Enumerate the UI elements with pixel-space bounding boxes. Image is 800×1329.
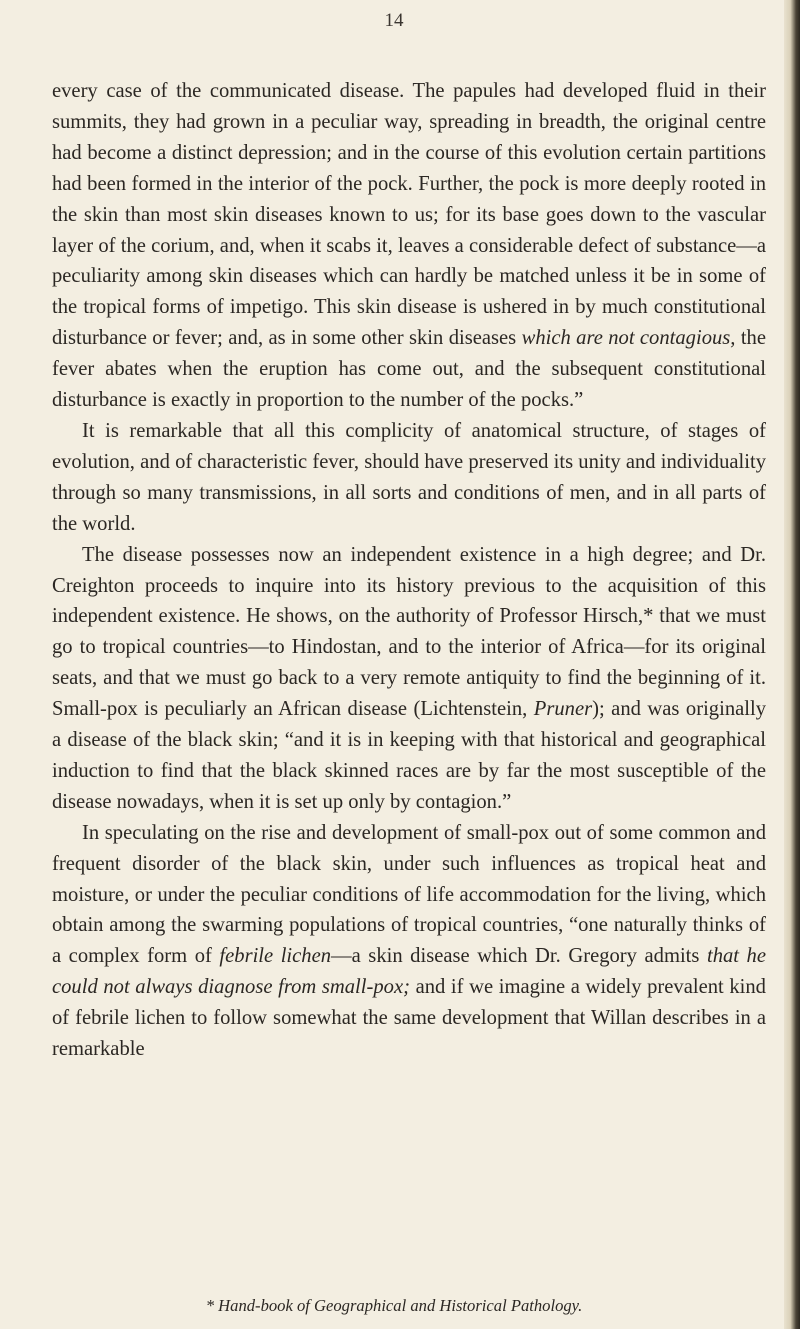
body-text xyxy=(52,76,766,1065)
paragraph-1-text-a: every case of the communicated disease. The papules had developed fluid in their summits, they had grown in a peculiar way, spreading in breadth, the original centre had become a distinct depression; and in the course of this evolution certain partitions had been formed in the interior of the pock. Further, the pock is more deeply rooted in the skin than most skin diseases known to us; for its base goes down to the vascular layer of the corium, and, when it scabs it, leaves a considerable defect of substance—a peculiarity among skin diseases which can hardly be matched unless it be in some of the tropical forms of impetigo. This skin disease is ushered in by much constitutional disturbance or fever; and, as in some other skin diseases xyxy=(52,80,766,350)
paragraph-4-text-c: and if we imagine a widely prevalent kind of febrile lichen to follow somewhat the same development that Willan describes in a remarkable xyxy=(52,976,766,1061)
paragraph-4 xyxy=(52,818,766,1065)
footnote: * Hand-book of Geographical and Historical Pathology. xyxy=(205,1296,583,1315)
paragraph-3-text-a: The disease possesses now an independent existence in a high degree; and Dr. Creighton proceeds to inquire into its history previous to the acquisition of this independent existence. He shows, on the authority of Professor Hirsch,* that we must go to tropical countries—to Hindostan, and to the interior of Africa—for its original seats, and that we must go back to a very remote antiquity to find the beginning of it. Small-pox is peculiarly an African disease (Lichtenstein, xyxy=(52,543,766,721)
paragraph-2: It is remarkable that all this complicity of anatomical structure, of stages of evolution, and of characteristic fever, should have preserved its unity and individuality through so many transmissions, in all sorts and conditions of men, and in all parts of the world. xyxy=(52,419,766,535)
page-number: 14 xyxy=(384,10,404,31)
paragraph-3-emphasis: Pruner xyxy=(533,698,593,721)
paragraph-1-text-b: the fever abates when the eruption has come out, and the subsequent constitutional disturbance is exactly in proportion to the number of the pocks.” xyxy=(52,327,766,412)
page-edge-shadow xyxy=(784,0,800,1329)
paragraph-1-emphasis: which are not contagious, xyxy=(521,327,736,350)
paragraph-3 xyxy=(52,540,766,818)
paragraph-4-emphasis-2: that he could not always diagnose from small-pox; xyxy=(52,945,766,999)
paragraph-3-text-b: ); and was originally a disease of the black skin; “and it is in keeping with that historical and geographical induction to find that the black skinned races are by far the most susceptible of the disease nowadays, when it is set up only by contagion.” xyxy=(52,698,766,813)
paragraph-4-emphasis-1: febrile lichen xyxy=(219,945,332,968)
paragraph-1 xyxy=(52,76,766,416)
paragraph-4-text-b: —a skin disease which Dr. Gregory admits xyxy=(331,945,707,968)
paragraph-4-text-a: In speculating on the rise and development of small-pox out of some common and frequent disorder of the black skin, under such influences as tropical heat and moisture, or under the peculiar conditions of life accommodation for the living, which obtain among the swarming populations of tropical countries, “one naturally thinks of a complex form of xyxy=(52,821,766,968)
